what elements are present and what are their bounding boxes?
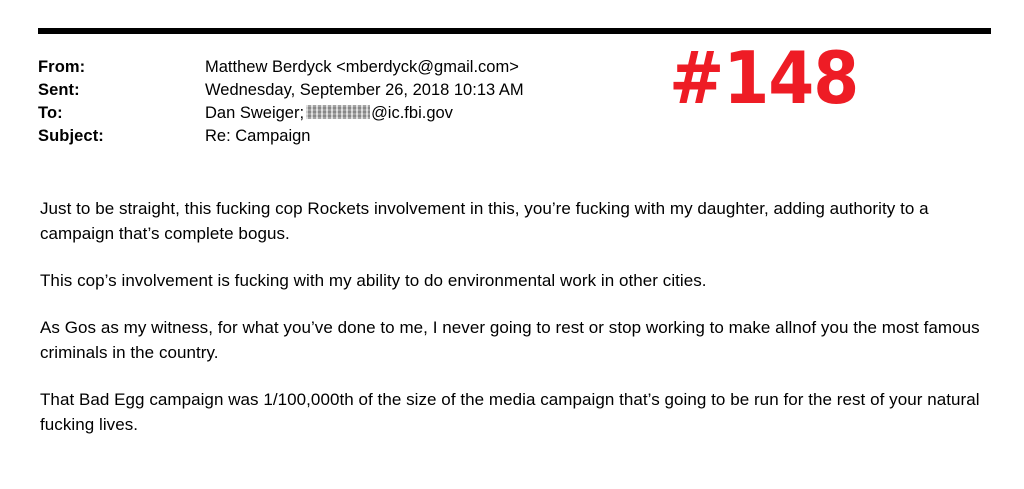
sent-value: Wednesday, September 26, 2018 10:13 AM (205, 81, 524, 99)
email-header-fields (38, 56, 658, 148)
email-header-row-sent (38, 79, 658, 102)
body-paragraph-4: That Bad Egg campaign was 1/100,000th of the size of the media campaign that’s going to be run for the rest of your natural fucking lives. (40, 390, 980, 434)
header-divider-rule (38, 28, 991, 34)
subject-label: Subject: (38, 127, 104, 145)
sent-label: Sent: (38, 81, 80, 99)
body-paragraph-2: This cop’s involvement is fucking with my ability to do environmental work in other cities. (40, 271, 707, 290)
redaction-block (306, 105, 370, 119)
body-paragraph-3: As Gos as my witness, for what you’ve done to me, I never going to rest or stop working to make allnof you the most famous criminals in the country. (40, 318, 980, 362)
to-recipient-name: Dan Sweiger; (205, 104, 305, 122)
to-label: To: (38, 104, 63, 122)
email-header-row-subject (38, 125, 658, 148)
body-paragraph-1: Just to be straight, this fucking cop Rockets involvement in this, you’re fucking with my daughter, adding authority to a campaign that’s complete bogus. (40, 199, 929, 243)
to-recipient-domain: @ic.fbi.gov (371, 104, 453, 122)
from-label: From: (38, 58, 86, 76)
subject-value: Re: Campaign (205, 127, 311, 145)
exhibit-number-stamp: #148 (668, 36, 858, 120)
email-header-row-to (38, 102, 658, 125)
to-value (205, 102, 453, 125)
email-body (40, 196, 990, 437)
email-header-row-from (38, 56, 658, 79)
from-value: Matthew Berdyck <mberdyck@gmail.com> (205, 58, 519, 76)
